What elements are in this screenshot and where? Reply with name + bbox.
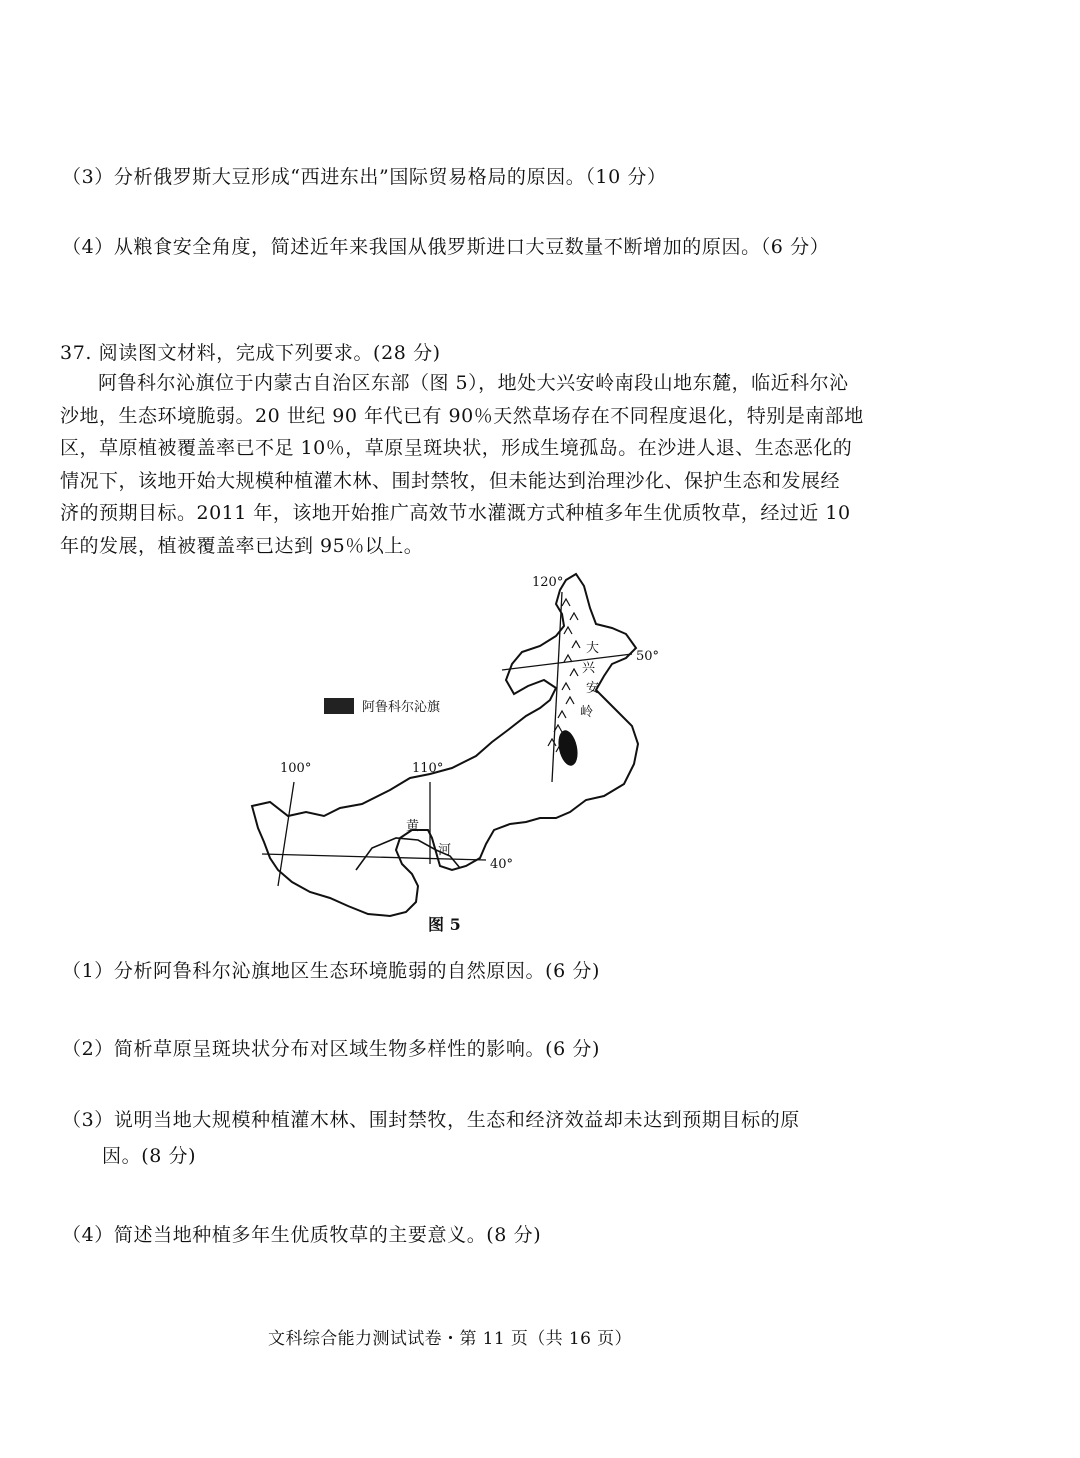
inner-mongolia-outline	[252, 574, 638, 916]
question-37-heading: 37. 阅读图文材料，完成下列要求。(28 分)	[60, 342, 441, 364]
prev-question-4: （4）从粮食安全角度，简述近年来我国从俄罗斯进口大豆数量不断增加的原因。（6 分）	[62, 236, 830, 258]
lat-label-40: 40°	[490, 857, 514, 872]
river-char: 黄	[406, 819, 420, 834]
aru-horqin-banner-region	[555, 729, 580, 768]
figure-caption: 图 5	[428, 915, 461, 934]
legend-swatch	[324, 698, 354, 714]
legend-label: 阿鲁科尔沁旗	[362, 700, 441, 715]
material-line: 情况下，该地开始大规模种植灌木林、围封禁牧，但未能达到治理沙化、保护生态和发展经	[60, 469, 841, 492]
sub-question-3-line: 因。(8 分)	[102, 1145, 197, 1167]
prev-question-3: （3）分析俄罗斯大豆形成“西进东出”国际贸易格局的原因。（10 分）	[62, 166, 667, 188]
material-line: 区，草原植被覆盖率已不足 10％，草原呈斑块状，形成生境孤岛。在沙进人退、生态恶化的	[60, 437, 853, 459]
sub-question-3-line: （3）说明当地大规模种植灌木林、围封禁牧，生态和经济效益却未达到预期目标的原	[62, 1109, 800, 1131]
material-line: 阿鲁科尔沁旗位于内蒙古自治区东部（图 5），地处大兴安岭南段山地东麓，临近科尔沁	[98, 372, 849, 394]
sub-question-4: （4）简述当地种植多年生优质牧草的主要意义。(8 分)	[62, 1224, 542, 1246]
lon-label-100: 100°	[280, 761, 312, 776]
mountain-char: 岭	[580, 705, 594, 720]
sub-question-2: （2）简析草原呈斑块状分布对区域生物多样性的影响。(6 分)	[62, 1038, 601, 1060]
material-line: 济的预期目标。2011 年，该地开始推广高效节水灌溉方式种植多年生优质牧草，经过近 10	[60, 502, 851, 524]
lon-label-120: 120°	[532, 575, 564, 590]
mountain-char: 安	[586, 681, 600, 696]
material-line: 年的发展，植被覆盖率已达到 95％以上。	[60, 534, 424, 557]
lat-label-50: 50°	[636, 649, 660, 664]
lon-label-110: 110°	[412, 761, 444, 776]
longitude-100-line	[278, 782, 294, 886]
river-char: 河	[438, 843, 452, 858]
figure-5-map	[240, 568, 660, 938]
material-line: 沙地，生态环境脆弱。20 世纪 90 年代已有 90％天然草场存在不同程度退化，特别是南部地	[60, 404, 864, 427]
question-37-material	[60, 367, 864, 562]
sub-question-3	[62, 1102, 800, 1174]
mountain-char: 大	[586, 641, 600, 656]
mountain-char: 兴	[582, 661, 596, 676]
page-footer: 文科综合能力测试试卷・第 11 页（共 16 页）	[268, 1329, 632, 1349]
sub-question-1: （1）分析阿鲁科尔沁旗地区生态环境脆弱的自然原因。(6 分)	[62, 960, 601, 982]
